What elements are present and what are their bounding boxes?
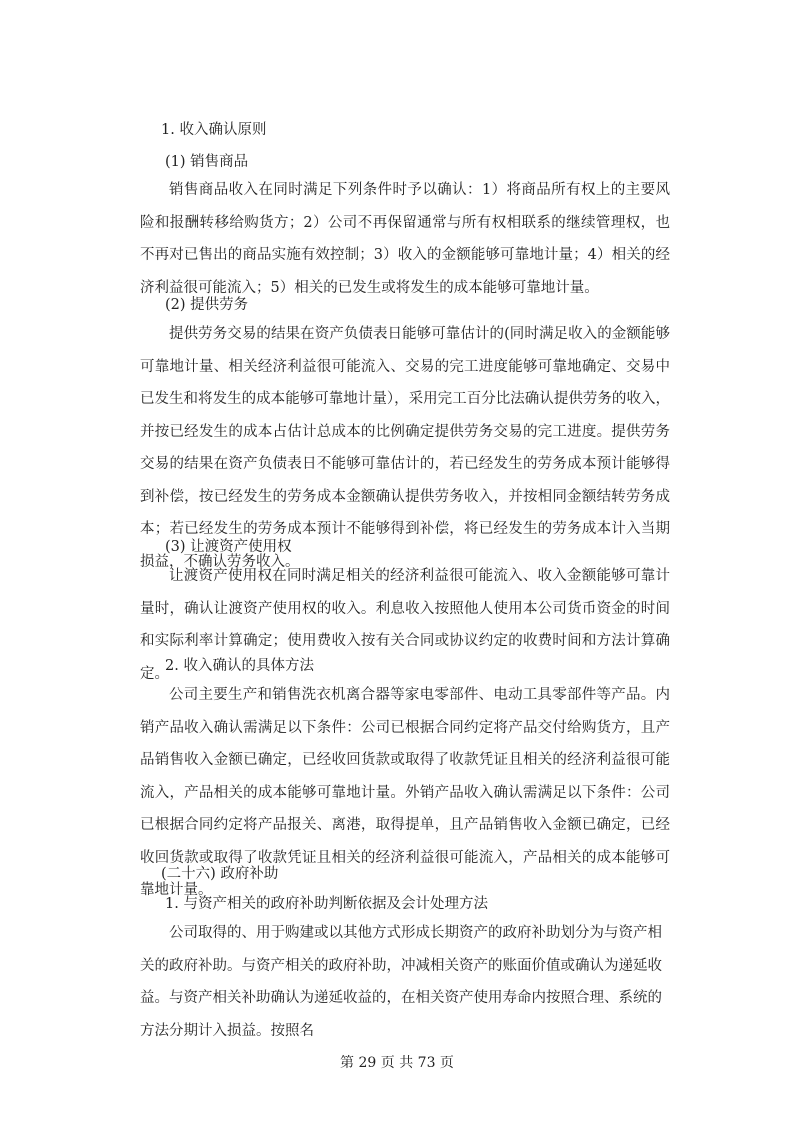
section-heading-specific-methods: 2. 收入确认的具体方法 (165, 658, 314, 674)
paragraph-asset-related-grants: 公司取得的、用于购建或以其他方式形成长期资产的政府补助划分为与资产相关的政府补助。与资产相关的政府补助，冲减相关资产的账面价值或确认为递延收益。与资产相关补助确认为递延收益的，在相关资产使用寿命内按照合理、系统的方法分期计入损益。按照名 (140, 925, 662, 1039)
paragraph-transfer-of-asset-use: 让渡资产使用权在同时满足相关的经济利益很可能流入、收入金额能够可靠计量时，确认让渡资产使用权的收入。利息收入按照他人使用本公司货币资金的时间和实际利率计算确定；使用费收入按有关合同或协议约定的收费时间和方法计算确定。 (140, 568, 670, 682)
subheading-sale-of-goods: (1) 销售商品 (165, 154, 249, 170)
subheading-rendering-services: (2) 提供劳务 (165, 297, 249, 313)
paragraph-sale-of-goods: 销售商品收入在同时满足下列条件时予以确认：1）将商品所有权上的主要风险和报酬转移给购货方；2）公司不再保留通常与所有权相联系的继续管理权，也不再对已售出的商品实施有效控制；3）收入的金额能够可靠地计量；4）相关的经济利益很可能流入；5）相关的已发生或将发生的成本能够可靠地计量。 (140, 182, 670, 296)
paragraph-specific-methods: 公司主要生产和销售洗衣机离合器等家电零部件、电动工具零部件等产品。内销产品收入确认需满足以下条件：公司已根据合同约定将产品交付给购货方，且产品销售收入金额已确定，已经收回货款或取得了收款凭证且相关的经济利益很可能流入，产品相关的成本能够可靠地计量。外销产品收入确认需满足以下条件：公司已根据合同约定将产品报关、离港，取得提单，且产品销售收入金额已确定，已经收回货款或取得了收款凭证且相关的经济利益很可能流入，产品相关的成本能够可靠地计量。 (140, 687, 670, 898)
section-heading-revenue-principles: 1. 收入确认原则 (161, 122, 267, 138)
subheading-asset-related-grants: 1. 与资产相关的政府补助判断依据及会计处理方法 (165, 896, 488, 912)
section-heading-government-grants: (二十六) 政府补助 (161, 866, 279, 882)
page-number-footer: 第 29 页 共 73 页 (340, 1055, 454, 1071)
paragraph-rendering-services: 提供劳务交易的结果在资产负债表日能够可靠估计的(同时满足收入的金额能够可靠地计量、相关经济利益很可能流入、交易的完工进度能够可靠地确定、交易中已发生和将发生的成本能够可靠地计量），采用完工百分比法确认提供劳务的收入，并按已经发生的成本占估计总成本的比例确定提供劳务交易的完工进度。提供劳务交易的结果在资产负债表日不能够可靠估计的，若已经发生的劳务成本预计能够得到补偿，按已经发生的劳务成本金额确认提供劳务收入，并按相同金额结转劳务成本；若已经发生的劳务成本预计不能够得到补偿，将已经发生的劳务成本计入当期损益，不确认劳务收入。 (140, 326, 670, 570)
subheading-transfer-of-asset-use: (3) 让渡资产使用权 (165, 539, 292, 555)
